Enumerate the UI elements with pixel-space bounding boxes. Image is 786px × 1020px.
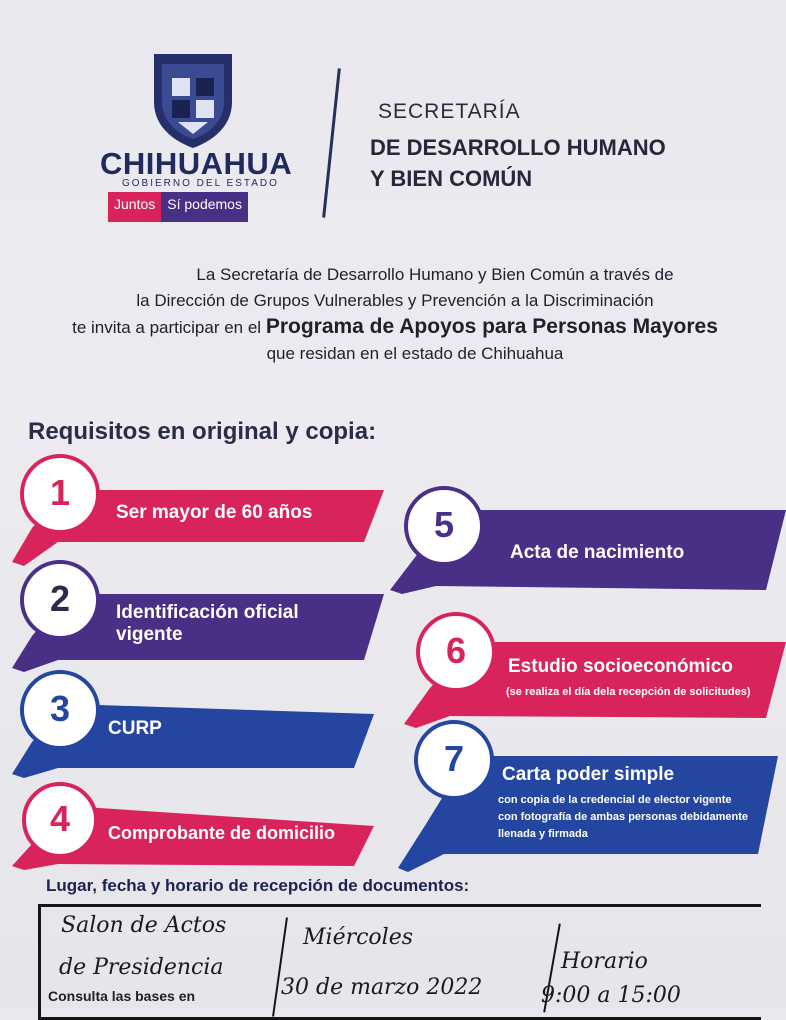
requirements-title: Requisitos en original y copia: (28, 418, 377, 445)
intro-text (20, 262, 770, 367)
requirement-number: 4 (49, 798, 71, 839)
requirement-5 (386, 486, 786, 598)
secretaria-name (370, 132, 750, 194)
intro-line1: La Secretaría de Desarrollo Humano y Bien Común a través de (196, 265, 674, 284)
requirement-3 (8, 670, 378, 780)
header-divider (322, 68, 341, 217)
intro-line3 (20, 314, 770, 341)
place-line1: Salon de Actos (61, 913, 227, 938)
secretaria-name-line2: Y BIEN COMÚN (370, 166, 533, 191)
requirement-number: 5 (433, 504, 455, 545)
requirement-label: Ser mayor de 60 años (116, 502, 313, 523)
requirement-number: 1 (49, 472, 71, 513)
requirement-label (116, 602, 299, 646)
requirement-label: Comprobante de domicilio (108, 823, 336, 843)
time-line2: 9:00 a 15:00 (541, 983, 681, 1008)
secretaria-label: SECRETARÍA (378, 100, 521, 123)
slogan-part1: Juntos (108, 192, 161, 222)
requirement-note-2: con fotografía de ambas personas debidamente (498, 811, 749, 823)
requirement-note: (se realiza el día dela recepción de solicitudes) (506, 686, 751, 698)
box-divider (272, 917, 288, 1016)
requirement-notes (498, 792, 748, 843)
brand-subtitle: GOBIERNO DEL ESTADO (122, 178, 279, 189)
intro-line2: la Dirección de Grupos Vulnerables y Prevención a la Discriminación (136, 291, 654, 310)
intro-line4: que residan en el estado de Chihuahua (266, 344, 564, 363)
requirement-label: CURP (108, 718, 162, 739)
reception-title: Lugar, fecha y horario de recepción de documentos: (46, 876, 470, 895)
requirement-note-3: llenada y firmada (498, 828, 588, 840)
intro-line3-prefix: te invita a participar en el (72, 318, 266, 337)
time-line1: Horario (561, 949, 648, 974)
requirement-4 (8, 782, 378, 872)
place-line2: de Presidencia (59, 955, 224, 980)
date-line2: 30 de marzo 2022 (281, 975, 483, 1000)
state-shield-icon (150, 50, 236, 150)
requirement-label-line2: vigente (116, 624, 183, 645)
requirement-number: 7 (443, 738, 465, 779)
requirement-7 (394, 714, 786, 874)
requirement-label: Estudio socioeconómico (508, 656, 733, 677)
requirement-number: 3 (49, 688, 71, 729)
footer-text: Consulta las bases en (48, 988, 196, 1004)
requirement-note-1: con copia de la credencial de elector vigente (498, 794, 732, 806)
secretaria-name-line1: DE DESARROLLO HUMANO (370, 135, 666, 160)
requirement-number: 2 (49, 578, 71, 619)
requirement-number: 6 (445, 630, 467, 671)
slogan-part2: Sí podemos (161, 192, 248, 222)
slogan (108, 192, 248, 222)
date-line1: Miércoles (303, 925, 414, 950)
requirement-label: Carta poder simple (502, 764, 675, 785)
requirement-2 (8, 560, 388, 678)
program-name: Programa de Apoyos para Personas Mayores (265, 315, 718, 338)
requirement-1 (8, 452, 388, 570)
brand-name: CHIHUAHUA (100, 146, 293, 181)
requirement-label: Acta de nacimiento (510, 542, 685, 563)
requirement-label-line1: Identificación oficial (116, 602, 299, 623)
